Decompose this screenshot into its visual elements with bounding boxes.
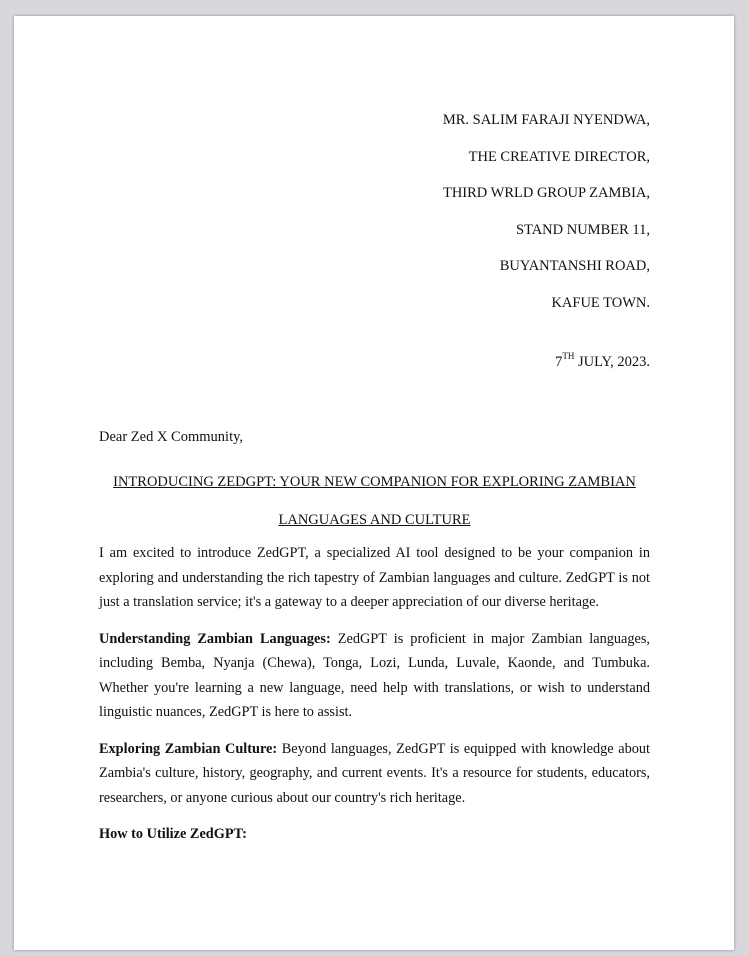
date-suffix: TH	[562, 351, 575, 361]
howto-title: How to Utilize ZedGPT:	[99, 826, 247, 842]
address-line-name: MR. SALIM FARAJI NYENDWA,	[442, 112, 650, 128]
document-page	[14, 16, 734, 950]
address-line-title: THE CREATIVE DIRECTOR,	[468, 148, 650, 165]
address-line-stand: STAND NUMBER 11,	[515, 221, 650, 238]
intro-paragraph: I am excited to introduce ZedGPT, a specialized AI tool designed to be your companion in exploring and understanding the rich tapestry of Zambian languages and culture. ZedGPT is not just a translation service; it's a gateway to a deeper appreciation of our diverse heritage.	[99, 545, 650, 610]
languages-body: ZedGPT is proficient in major Zambian languages, including Bemba, Nyanja (Chewa), Tonga, Lozi, Lunda, Luvale, Kaonde, and Tumbuka. Whether you're learning a new language, need help with translations, or wish to understand linguistic nuances, ZedGPT is here to assist.	[99, 630, 650, 720]
recipient-address	[443, 102, 650, 321]
heading-line-1: INTRODUCING ZEDGPT: YOUR NEW COMPANION FOR EXPLORING ZAMBIAN	[113, 474, 636, 490]
culture-title: Exploring Zambian Culture:	[99, 740, 278, 757]
date-rest: JULY, 2023.	[574, 354, 650, 370]
letter-heading	[99, 463, 650, 539]
letter-date	[555, 351, 650, 371]
culture-body: Beyond languages, ZedGPT is equipped with knowledge about Zambia's culture, history, geography, and current events. It's a resource for students, educators, researchers, or anyone curious about our country's rich heritage.	[99, 740, 651, 806]
address-line-town: KAFUE TOWN.	[551, 294, 650, 311]
letter-body	[99, 541, 650, 859]
languages-title: Understanding Zambian Languages:	[99, 630, 331, 647]
address-line-road: BUYANTANSHI ROAD,	[499, 258, 650, 274]
culture-paragraph	[99, 737, 650, 811]
address-line-company: THIRD WRLD GROUP ZAMBIA,	[442, 185, 650, 201]
date-day: 7	[555, 354, 563, 370]
howto-paragraph	[99, 822, 650, 847]
salutation: Dear Zed X Community,	[99, 429, 244, 445]
heading-line-2: LANGUAGES AND CULTURE	[278, 512, 471, 528]
languages-paragraph	[99, 627, 650, 725]
